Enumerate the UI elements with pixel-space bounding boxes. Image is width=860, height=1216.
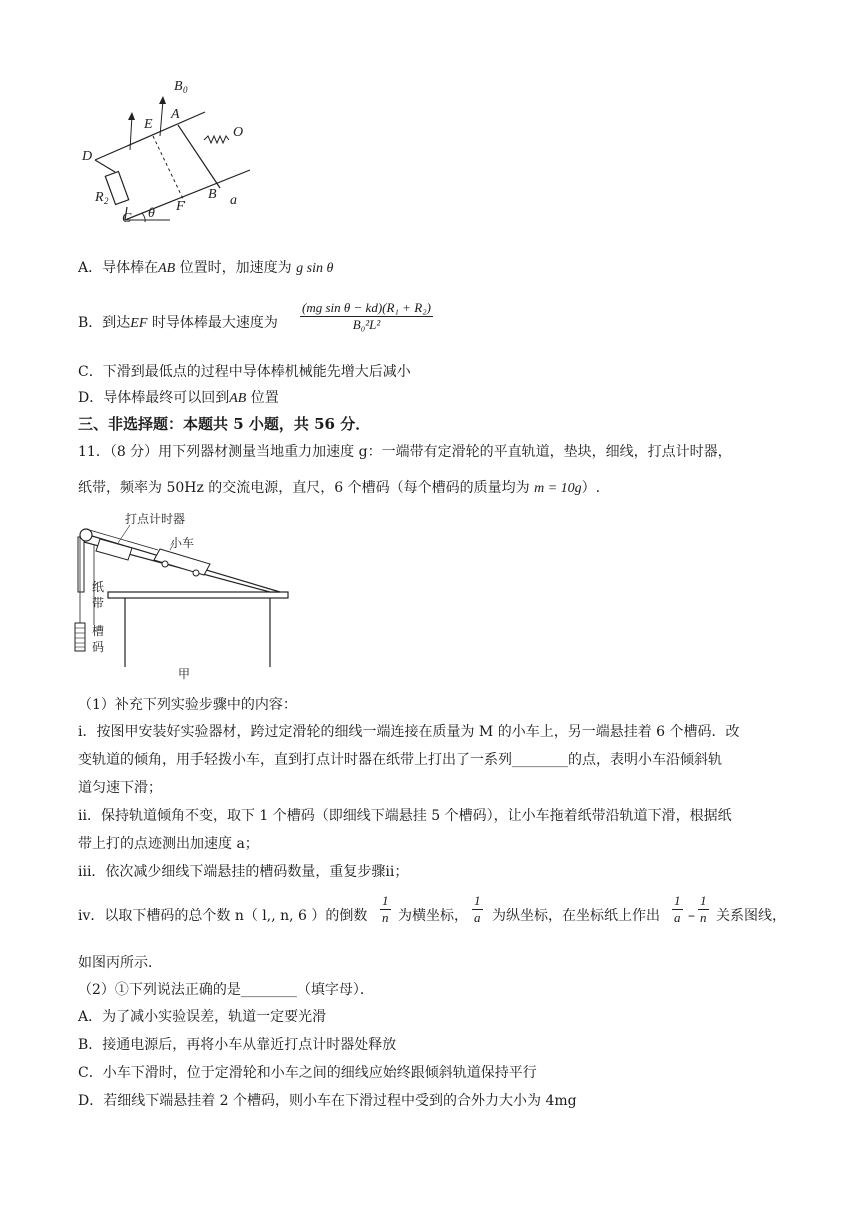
option-a-expr: g sin θ bbox=[296, 261, 334, 276]
label-tape-2: 带 bbox=[92, 596, 105, 610]
option-b-fraction bbox=[300, 300, 433, 333]
option-a-ab: AB bbox=[158, 261, 176, 276]
step-iv-line2: 如图丙所示． bbox=[78, 955, 162, 971]
option-b-prefix: B．到达 bbox=[78, 315, 131, 331]
option-a-prefix: A．导体棒在 bbox=[78, 260, 159, 276]
label-D: D bbox=[82, 149, 93, 164]
step-i-line3: 道匀速下滑； bbox=[78, 780, 162, 796]
q10-option-d bbox=[78, 388, 279, 409]
q10-option-c: C．下滑到最低点的过程中导体棒机械能先增大后减小 bbox=[78, 364, 411, 380]
frac-1-n-den: n bbox=[382, 910, 389, 925]
frac-1-n-num: 1 bbox=[382, 893, 389, 908]
label-F: F bbox=[176, 199, 185, 214]
option-d-suffix: 位置 bbox=[246, 390, 279, 406]
q10-option-a bbox=[78, 258, 333, 279]
frac-1-over-a-2 bbox=[672, 893, 683, 926]
label-A: A bbox=[171, 107, 180, 122]
step-iv-text-c: 为纵坐标，在坐标纸上作出 bbox=[492, 908, 660, 924]
frac-1-a2-den: a bbox=[674, 910, 681, 925]
q2-option-d: D．若细线下端悬挂着 2 个槽码，则小车在下滑过程中受到的合外力大小为 4mg bbox=[78, 1093, 577, 1109]
label-weight-1: 槽 bbox=[92, 624, 105, 638]
label-E: E bbox=[144, 117, 153, 132]
frac-1-n2-den: n bbox=[700, 910, 707, 925]
q11-line1: 11．（8 分）用下列器材测量当地重力加速度 g：一端带有定滑轮的平直轨道，垫块，细线，打点计时器， bbox=[78, 444, 732, 460]
option-b-numerator: (mg sin θ − kd)(R₁ + R₂) bbox=[302, 300, 431, 315]
label-B: B bbox=[208, 187, 217, 202]
label-R2: R bbox=[95, 190, 104, 205]
label-timer: 打点计时器 bbox=[125, 512, 186, 526]
q2-option-a: A．为了减小实验误差，轨道一定要光滑 bbox=[78, 1009, 327, 1025]
section-heading: 三、非选择题：本题共 5 小题，共 56 分． bbox=[78, 415, 371, 433]
label-O: O bbox=[233, 125, 244, 140]
frac-1-a-num: 1 bbox=[474, 893, 481, 908]
frac-1-over-n bbox=[380, 893, 391, 926]
step-iv-text-b: 为横坐标， bbox=[398, 908, 468, 924]
step-iv-text-a: iv．以取下槽码的总个数 n（ l,, n, 6 ）的倒数 bbox=[78, 908, 368, 924]
frac-1-n2-num: 1 bbox=[700, 893, 707, 908]
label-C: C bbox=[122, 211, 132, 226]
label-R2-sub: 2 bbox=[104, 196, 109, 206]
frac-1-over-n-2 bbox=[698, 893, 709, 926]
q11-mass-value: m = 10g bbox=[534, 481, 582, 496]
step-iii: iii．依次减少细线下端悬挂的槽码数量，重复步骤ii； bbox=[78, 864, 409, 880]
option-b-ef: EF bbox=[130, 316, 148, 331]
q11-line2-end: ）. bbox=[581, 480, 601, 496]
frac-1-a-den: a bbox=[474, 910, 481, 925]
option-d-prefix: D．导体棒最终可以回到 bbox=[78, 390, 230, 406]
label-B0-sub: 0 bbox=[183, 85, 188, 95]
option-a-mid: 位置时，加速度为 bbox=[175, 260, 292, 276]
label-car: 小车 bbox=[170, 536, 195, 550]
rail-diagram bbox=[70, 70, 270, 240]
label-theta: θ bbox=[148, 206, 155, 221]
option-b-denominator: B₀²L² bbox=[352, 317, 381, 332]
step-title: （1）补充下列实验步骤中的内容： bbox=[78, 697, 297, 713]
label-tape-1: 纸 bbox=[92, 580, 105, 594]
figure-caption: 甲 bbox=[178, 667, 191, 680]
frac-1-a2-num: 1 bbox=[674, 893, 681, 908]
q10-option-b bbox=[78, 313, 278, 334]
step-i-line1: i．按图甲安装好实验器材，跨过定滑轮的细线一端连接在质量为 M 的小车上，另一端悬挂着 6 个槽码．改 bbox=[78, 724, 740, 740]
step-ii-line2: 带上打的点迹测出加速度 a； bbox=[78, 836, 259, 852]
frac-1-over-a bbox=[472, 893, 483, 926]
q11-line2 bbox=[78, 478, 600, 499]
apparatus-figure bbox=[70, 505, 300, 680]
step-ii-line1: ii．保持轨道倾角不变，取下 1 个槽码（即细线下端悬挂 5 个槽码），让小车拖着纸带沿轨道下滑，根据纸 bbox=[78, 808, 732, 824]
label-weight-2: 码 bbox=[92, 640, 105, 654]
option-b-mid: 时导体棒最大速度为 bbox=[147, 315, 278, 331]
q2-option-b: B．接通电源后，再将小车从靠近打点计时器处释放 bbox=[78, 1037, 397, 1053]
q11-line2-text: 纸带，频率为 50Hz 的交流电源，直尺，6 个槽码（每个槽码的质量均为 bbox=[78, 480, 530, 496]
label-a: a bbox=[230, 193, 237, 208]
q2-title: （2）①下列说法正确的是________（填字母）． bbox=[78, 982, 374, 998]
option-d-ab: AB bbox=[229, 391, 247, 406]
step-i-line2: 变轨道的倾角，用手轻拨小车，直到打点计时器在纸带上打出了一系列________的点，表明小车沿倾斜轨 bbox=[78, 752, 722, 768]
step-iv-text-d: 关系图线， bbox=[716, 908, 786, 924]
q2-option-c: C．小车下滑时，位于定滑轮和小车之间的细线应始终跟倾斜轨道保持平行 bbox=[78, 1065, 537, 1081]
label-B0: B bbox=[174, 79, 183, 94]
dash: – bbox=[688, 908, 695, 924]
